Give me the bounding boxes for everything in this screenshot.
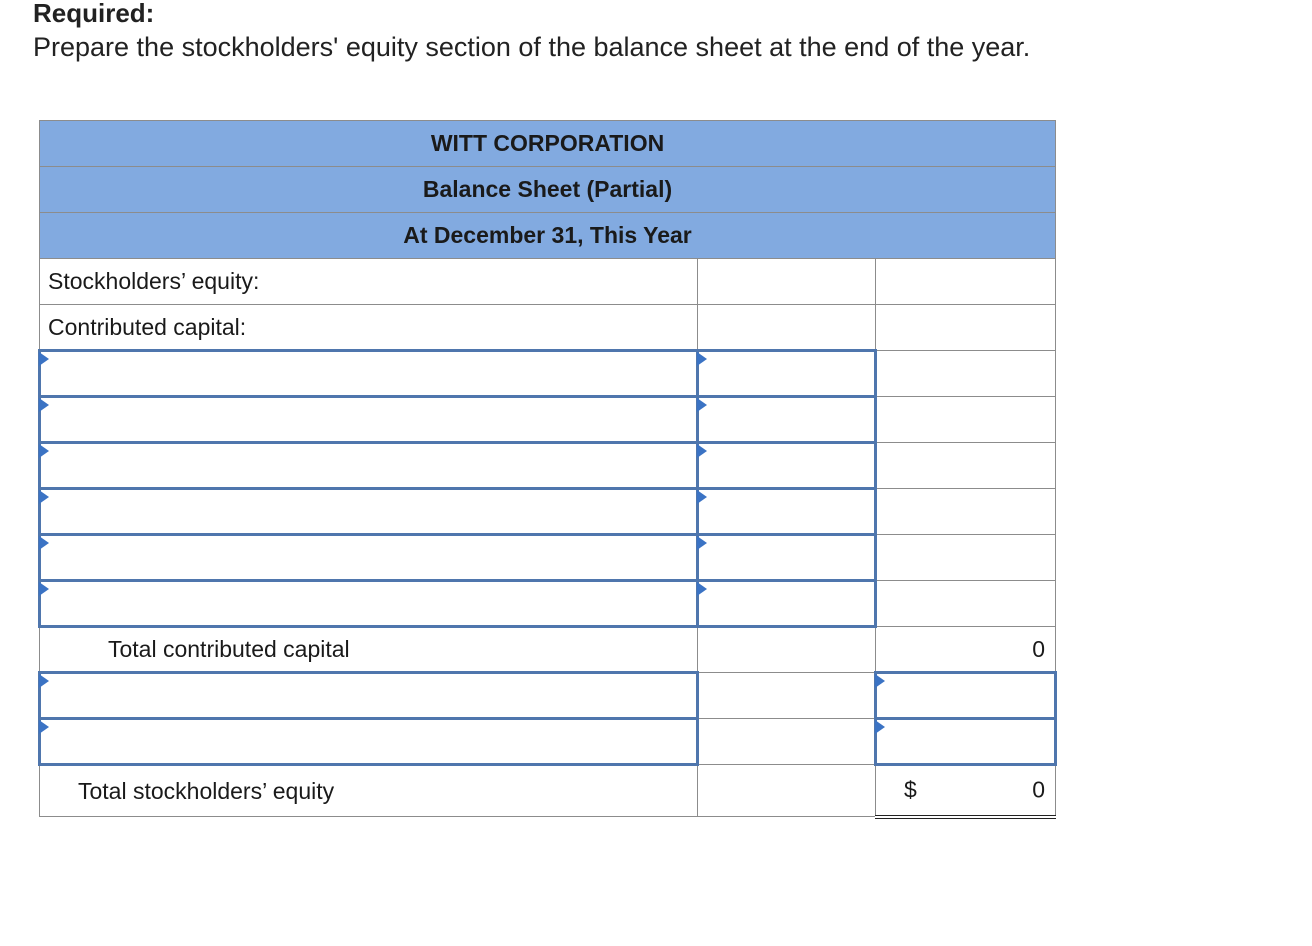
statement-date: At December 31, This Year <box>40 213 1056 259</box>
header-row-company <box>40 121 1056 167</box>
empty-cell <box>876 535 1056 581</box>
amount-input[interactable] <box>698 397 876 443</box>
table-row <box>40 673 1056 719</box>
stockholders-equity-label: Stockholders’ equity: <box>40 259 698 305</box>
empty-cell <box>698 259 876 305</box>
table-row <box>40 443 1056 489</box>
amount-input[interactable] <box>698 443 876 489</box>
contributed-capital-label: Contributed capital: <box>40 305 698 351</box>
amount-input[interactable] <box>876 673 1056 719</box>
table-row <box>40 351 1056 397</box>
total-stockholders-equity-label: Total stockholders’ equity <box>40 765 698 817</box>
amount-input[interactable] <box>698 581 876 627</box>
empty-cell <box>698 673 876 719</box>
total-stockholders-equity-cell <box>876 765 1056 817</box>
statement-title: Balance Sheet (Partial) <box>40 167 1056 213</box>
table-row <box>40 397 1056 443</box>
table-row <box>40 627 1056 673</box>
table-row <box>40 535 1056 581</box>
amount-input[interactable] <box>698 535 876 581</box>
total-contributed-capital-label: Total contributed capital <box>40 627 698 673</box>
table-row <box>40 719 1056 765</box>
account-dropdown[interactable] <box>40 581 698 627</box>
amount-input[interactable] <box>876 719 1056 765</box>
balance-sheet-table <box>38 120 1057 819</box>
header-row-date <box>40 213 1056 259</box>
empty-cell <box>876 259 1056 305</box>
currency-symbol: $ <box>904 776 917 803</box>
empty-cell <box>698 305 876 351</box>
empty-cell <box>698 719 876 765</box>
instruction-text: Prepare the stockholders' equity section of the balance sheet at the end of the year. <box>33 32 1031 62</box>
table-row <box>40 765 1056 817</box>
amount-input[interactable] <box>698 351 876 397</box>
account-dropdown[interactable] <box>40 535 698 581</box>
empty-cell <box>876 305 1056 351</box>
account-dropdown[interactable] <box>40 719 698 765</box>
account-dropdown[interactable] <box>40 489 698 535</box>
account-dropdown[interactable] <box>40 351 698 397</box>
amount-input[interactable] <box>698 489 876 535</box>
empty-cell <box>876 351 1056 397</box>
empty-cell <box>698 627 876 673</box>
table-row <box>40 259 1056 305</box>
account-dropdown[interactable] <box>40 397 698 443</box>
table-row <box>40 305 1056 351</box>
empty-cell <box>876 443 1056 489</box>
account-dropdown[interactable] <box>40 443 698 489</box>
empty-cell <box>876 581 1056 627</box>
empty-cell <box>698 765 876 817</box>
header-row-title <box>40 167 1056 213</box>
total-contributed-capital-value: 0 <box>876 627 1056 673</box>
account-dropdown[interactable] <box>40 673 698 719</box>
company-name: WITT CORPORATION <box>40 121 1056 167</box>
empty-cell <box>876 489 1056 535</box>
required-heading: Required: <box>33 0 155 28</box>
table-row <box>40 581 1056 627</box>
total-stockholders-equity-value: 0 <box>1032 776 1046 803</box>
empty-cell <box>876 397 1056 443</box>
table-row <box>40 489 1056 535</box>
